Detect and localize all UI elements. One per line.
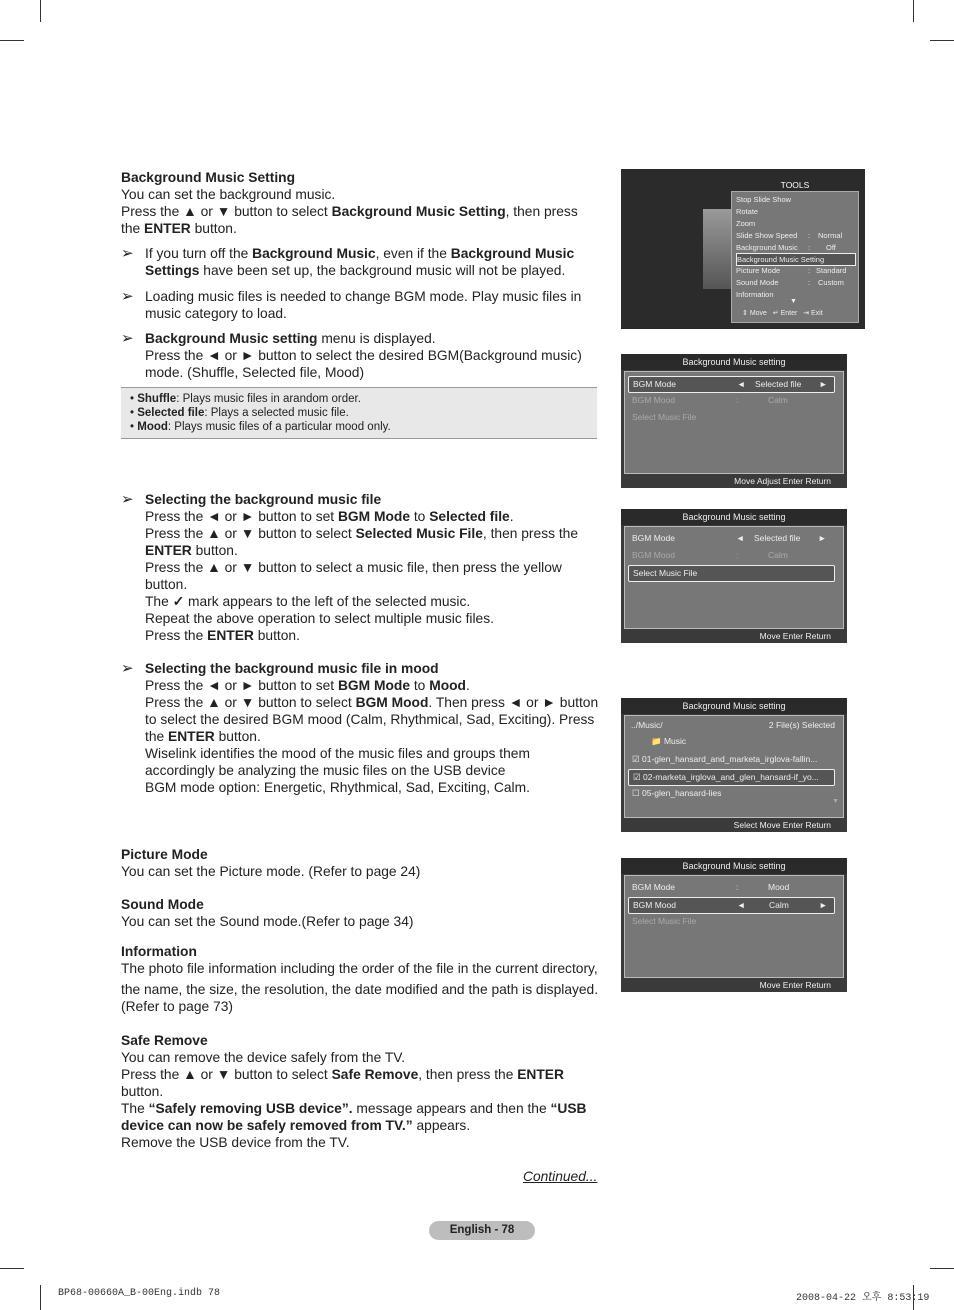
selected-count: 2 File(s) Selected xyxy=(768,720,835,730)
panel-footer: Select Move Enter Return xyxy=(733,820,831,830)
bgm-option-list xyxy=(121,387,597,439)
panel-footer: Move Enter Return xyxy=(759,631,831,641)
scroll-down-icon: ▼ xyxy=(790,298,797,305)
tools-item[interactable]: Picture Mode : Standard xyxy=(736,266,847,275)
bgm-section xyxy=(121,169,591,237)
crop-mark xyxy=(930,40,954,41)
select-music-file-row: Select Music File xyxy=(632,412,697,422)
panel-title: Background Music setting xyxy=(621,509,847,525)
bgm-mode-row[interactable]: BGM Mode ◄ Selected file ► xyxy=(628,376,835,393)
panel-title: Background Music setting xyxy=(621,698,847,714)
checkbox-icon: ☐ xyxy=(632,788,640,798)
page-number-badge: English - 78 xyxy=(429,1221,535,1240)
mood-heading: Selecting the background music file in mood xyxy=(145,661,439,676)
crop-mark xyxy=(930,1268,954,1269)
bgm-note2: Loading music files is needed to change BGM mode. Play music files in music category to load. xyxy=(145,289,582,321)
print-file-info: BP68-00660A_B-00Eng.indb 78 xyxy=(58,1288,221,1299)
bgm-mode-row[interactable]: BGM Mode ◄ Selected file ► xyxy=(632,533,827,543)
crop-mark xyxy=(40,0,41,22)
bgm-heading: Background Music Setting xyxy=(121,170,296,185)
crop-mark xyxy=(913,0,914,22)
folder-icon: 📁 xyxy=(651,736,662,746)
tools-footer: ⇕ Move ↵ Enter ⇥ Exit xyxy=(742,310,823,317)
crop-mark xyxy=(40,1285,41,1310)
panel-title: Background Music setting xyxy=(621,354,847,370)
bgm-note1: If you turn off the Background Music, even if the Background Music Settings have been set up, the background music will not be played. xyxy=(145,246,575,278)
bgm-file-list-panel xyxy=(621,698,847,832)
tools-item[interactable]: Slide Show Speed : Normal xyxy=(736,231,843,240)
arrow-icon: ➢ xyxy=(121,288,134,305)
list-item: • Shuffle: Plays music files in arandom order. xyxy=(130,393,361,405)
crop-mark xyxy=(0,40,24,41)
bgm-mood-row[interactable]: BGM Mood ◄ Calm ► xyxy=(628,897,835,914)
arrow-icon: ➢ xyxy=(121,491,134,508)
tools-item[interactable]: Background Music : Off xyxy=(736,243,836,252)
selfile-heading: Selecting the background music file xyxy=(145,492,382,507)
tools-item[interactable]: Rotate xyxy=(736,207,759,216)
tools-item[interactable]: Sound Mode : Custom xyxy=(736,278,844,287)
arrow-icon: ➢ xyxy=(121,330,134,347)
sound-section: Sound Mode You can set the Sound mode.(Refer to page 34) xyxy=(121,897,414,929)
selfile-section: Selecting the background music file Press the ◄ or ► button to set BGM Mode to Selected file. Press the ▲ or ▼ button to select Selected Music File, then press the ENTER button. Press the ▲ or ▼ button to select a music file, then press the yellow button. The ✓ mark appears to the left of the selected music. Repeat the above operation to select multiple music files. Press the ENTER button. xyxy=(145,491,600,644)
bgm-panel-mood xyxy=(621,858,847,992)
panel-title: Background Music setting xyxy=(621,858,847,874)
select-music-file-row[interactable]: Select Music File xyxy=(628,565,835,582)
path-label: ../Music/ xyxy=(631,720,663,730)
tools-item[interactable]: Zoom xyxy=(736,219,756,228)
mood-section: Selecting the background music file in mood Press the ◄ or ► button to set BGM Mode to Mood. Press the ▲ or ▼ button to select BGM Mood. Then press ◄ or ► button to select the desired BGM mood (Calm, Rhythmical, Sad, Exciting). Press the ENTER button. Wiselink identifies the mood of the music files and groups them accordingly be analyzing the music files on the USB device BGM mode option: Energetic, Rhythmical, Sad, Exciting, Calm. xyxy=(145,661,599,795)
panel-footer: Move Enter Return xyxy=(759,980,831,990)
crop-mark xyxy=(0,1268,24,1269)
tools-menu xyxy=(731,180,859,323)
folder-row[interactable]: 📁 Music xyxy=(651,736,687,746)
scroll-down-icon: ▼ xyxy=(832,798,839,805)
tools-screen xyxy=(621,169,865,329)
list-item: • Mood: Plays music files of a particular mood only. xyxy=(130,421,391,433)
bgm-mood-row: BGM Mood : Calm xyxy=(632,395,788,405)
checkbox-checked-icon: ☑ xyxy=(633,772,641,782)
bgm-line3: the ENTER button. xyxy=(121,221,237,236)
arrow-icon: ➢ xyxy=(121,245,134,262)
list-item: • Selected file: Plays a selected music file. xyxy=(130,407,349,419)
tools-item[interactable]: Stop Slide Show xyxy=(736,195,792,204)
photo-thumbnail xyxy=(703,209,733,289)
picture-section: Picture Mode You can set the Picture mode. (Refer to page 24) xyxy=(121,847,421,879)
checkbox-checked-icon: ☑ xyxy=(632,754,640,764)
bgm-mode-row[interactable]: BGM Mode : Mood xyxy=(632,882,790,892)
bgm-note3: Background Music setting menu is displayed. Press the ◄ or ► button to select the desired BGM(Background music) mode. (Shuffle, Selected file, Mood) xyxy=(145,331,582,380)
bgm-line1: You can set the background music. xyxy=(121,187,336,202)
file-row[interactable]: ☐ 05-glen_hansard-lies xyxy=(632,788,722,798)
continued-link[interactable]: Continued... xyxy=(523,1169,598,1184)
tools-item[interactable]: Information xyxy=(736,290,774,299)
bgm-mood-row: BGM Mood : Calm xyxy=(632,550,788,560)
bgm-panel-2 xyxy=(621,509,847,643)
tools-item-selected[interactable]: Background Music Setting xyxy=(736,253,856,266)
file-row[interactable]: ☑ 02-marketa_irglova_and_glen_hansard-if_yo... xyxy=(628,769,835,786)
select-music-file-row: Select Music File xyxy=(632,916,697,926)
arrow-icon: ➢ xyxy=(121,660,134,677)
bgm-panel-1 xyxy=(621,354,847,488)
tools-title: TOOLS xyxy=(780,180,810,190)
info-section: Information The photo file information including the order of the file in the current directory, the name, the size, the resolution, the date modified and the path is displayed. (Refer to page 73) xyxy=(121,944,599,1014)
checkmark-icon: ✓ xyxy=(172,594,185,609)
file-row[interactable]: ☑ 01-glen_hansard_and_marketa_irglova-fallin... xyxy=(632,754,818,764)
print-timestamp: 2008-04-22 오후 8:53:19 xyxy=(796,1293,930,1304)
panel-footer: Move Adjust Enter Return xyxy=(734,476,831,486)
safe-section: Safe Remove You can remove the device safely from the TV. Press the ▲ or ▼ button to select Safe Remove, then press the ENTER button. The “Safely removing USB device”. message appears and then the “USB device can now be safely removed from TV.” appears. Remove the USB device from the TV. xyxy=(121,1033,587,1150)
bgm-line2: Press the ▲ or ▼ button to select Background Music Setting, then press xyxy=(121,204,578,219)
